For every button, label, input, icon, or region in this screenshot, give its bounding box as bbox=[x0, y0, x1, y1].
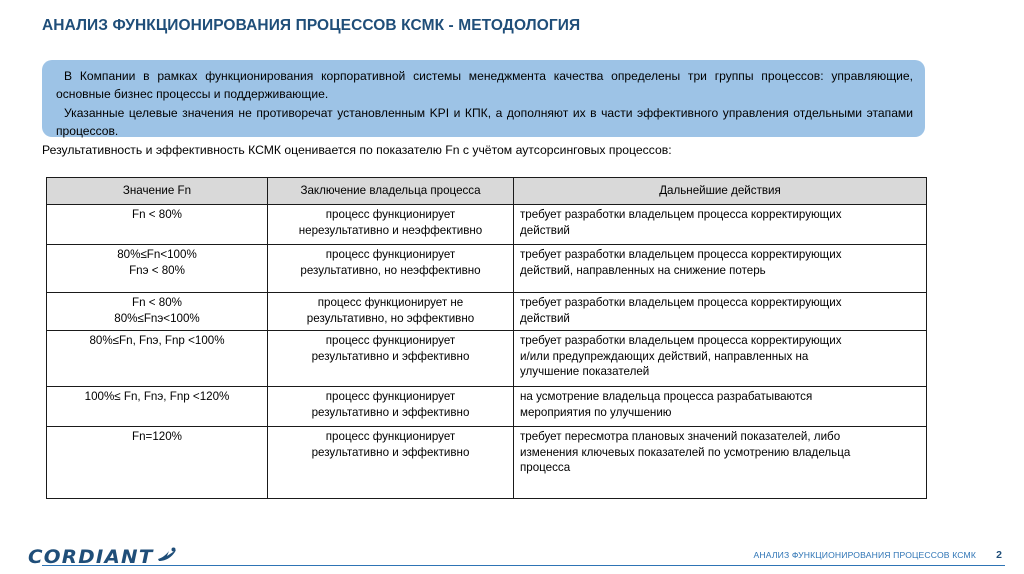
lead-sentence: Результативность и эффективность КСМК оценивается по показателю Fn с учётом аутсорсинговых процессов: bbox=[42, 143, 672, 157]
cell-line: улучшение показателей bbox=[520, 365, 650, 379]
cell-line: нерезультативно и неэффективно bbox=[298, 223, 483, 237]
page-title: АНАЛИЗ ФУНКЦИОНИРОВАНИЯ ПРОЦЕССОВ КСМК - МЕТОДОЛОГИЯ bbox=[42, 17, 581, 34]
cell-action bbox=[514, 387, 927, 427]
cell-line: процесс функционирует bbox=[325, 208, 456, 221]
callout-paragraph-2: Указанные целевые значения не противоречат установленным KPI и КПК, а дополняют их в части эффективного управления отдельными этапами процессов. bbox=[56, 105, 913, 139]
cell-line: требует пересмотра плановых значений показателей, либо bbox=[520, 430, 841, 443]
cell-action bbox=[514, 331, 927, 387]
cordiant-logo bbox=[28, 546, 178, 568]
cell-conclusion bbox=[268, 293, 514, 331]
cell-line: процесс функционирует bbox=[325, 334, 456, 347]
column-header-action: Дальнейшие действия bbox=[514, 178, 927, 205]
cell-line: 80%≤Fn, Fnэ, Fnр <100% bbox=[89, 334, 225, 347]
table-row bbox=[47, 205, 927, 245]
cell-value bbox=[47, 427, 268, 499]
cell-line: Fn < 80% bbox=[132, 208, 182, 221]
methodology-table bbox=[46, 177, 927, 499]
table-row bbox=[47, 387, 927, 427]
cell-line: процесс функционирует не bbox=[317, 296, 464, 309]
cell-line: требует разработки владельцем процесса корректирующих bbox=[520, 208, 842, 221]
cell-line: 80%≤Fnэ<100% bbox=[114, 311, 200, 325]
cell-line: результативно и эффективно bbox=[311, 349, 470, 363]
cell-action bbox=[514, 205, 927, 245]
table-row bbox=[47, 245, 927, 293]
cell-line: требует разработки владельцем процесса корректирующих bbox=[520, 296, 842, 309]
cell-value bbox=[47, 205, 268, 245]
page-number: 2 bbox=[996, 549, 1002, 561]
cell-action bbox=[514, 245, 927, 293]
cell-line: результативно, но неэффективно bbox=[300, 263, 481, 277]
cell-conclusion bbox=[268, 387, 514, 427]
footer-caption: АНАЛИЗ ФУНКЦИОНИРОВАНИЯ ПРОЦЕССОВ КСМК bbox=[753, 550, 976, 560]
cell-conclusion bbox=[268, 427, 514, 499]
cell-action bbox=[514, 293, 927, 331]
cell-line: результативно, но эффективно bbox=[306, 311, 475, 325]
cell-action bbox=[514, 427, 927, 499]
cell-line: результативно и эффективно bbox=[311, 405, 470, 419]
column-header-conclusion: Заключение владельца процесса bbox=[268, 178, 514, 205]
cell-line: Fnэ < 80% bbox=[129, 263, 185, 277]
table-header-row bbox=[47, 178, 927, 205]
cell-line: процесс функционирует bbox=[325, 430, 456, 443]
cell-line: Fn=120% bbox=[132, 430, 182, 443]
cell-line: мероприятия по улучшению bbox=[520, 405, 672, 419]
cordiant-swoosh-icon bbox=[156, 547, 178, 567]
info-callout-box bbox=[42, 60, 925, 137]
cell-line: 80%≤Fn<100% bbox=[117, 248, 197, 261]
cell-line: на усмотрение владельца процесса разрабатываются bbox=[520, 390, 813, 403]
footer-divider bbox=[42, 565, 1005, 566]
cell-line: действий bbox=[520, 311, 570, 325]
cell-value bbox=[47, 331, 268, 387]
cell-line: процесса bbox=[520, 461, 571, 475]
cell-value bbox=[47, 245, 268, 293]
cell-line: действий, направленных на снижение потерь bbox=[520, 263, 766, 277]
column-header-value: Значение Fn bbox=[47, 178, 268, 205]
cell-conclusion bbox=[268, 205, 514, 245]
table-row bbox=[47, 331, 927, 387]
cell-line: процесс функционирует bbox=[325, 390, 456, 403]
cell-line: 100%≤ Fn, Fnэ, Fnр <120% bbox=[84, 390, 230, 403]
cell-line: и/или предупреждающих действий, направленных на bbox=[520, 349, 809, 363]
table-row bbox=[47, 427, 927, 499]
cell-line: результативно и эффективно bbox=[311, 445, 470, 459]
cell-conclusion bbox=[268, 245, 514, 293]
table-row bbox=[47, 293, 927, 331]
cell-value bbox=[47, 293, 268, 331]
logo-wordmark: CORDIANT bbox=[28, 545, 154, 568]
cell-line: действий bbox=[520, 223, 570, 237]
cell-line: требует разработки владельцем процесса корректирующих bbox=[520, 248, 842, 261]
cell-line: изменения ключевых показателей по усмотрению владельца bbox=[520, 445, 851, 459]
callout-paragraph-1: В Компании в рамках функционирования корпоративной системы менеджмента качества определены три группы процессов: управляющие, основные бизнес процессы и поддерживающие. bbox=[56, 69, 913, 102]
cell-line: требует разработки владельцем процесса корректирующих bbox=[520, 334, 842, 347]
cell-conclusion bbox=[268, 331, 514, 387]
cell-line: Fn < 80% bbox=[132, 296, 182, 309]
cell-value bbox=[47, 387, 268, 427]
cell-line: процесс функционирует bbox=[325, 248, 456, 261]
